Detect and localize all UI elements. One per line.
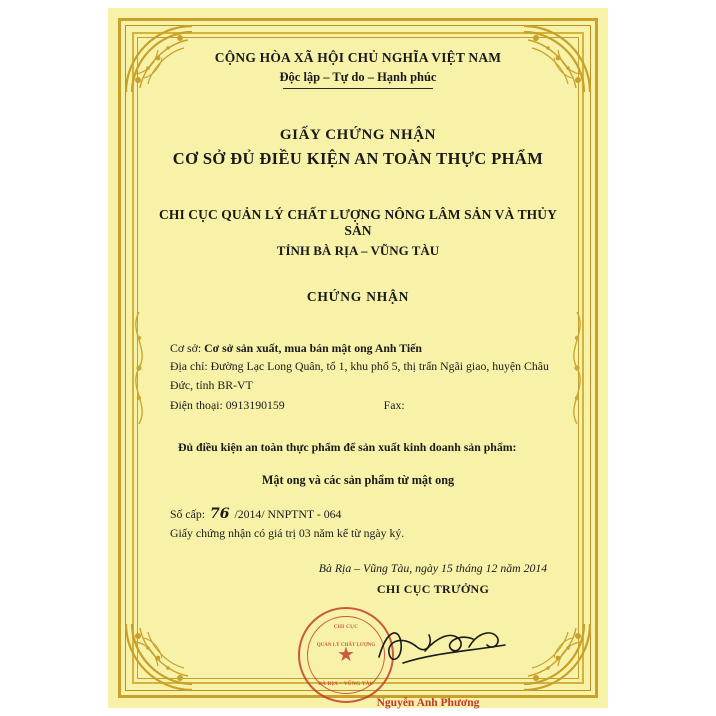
certificate-content: [148, 46, 568, 710]
certificate-title-line-2: CƠ SỞ ĐỦ ĐIỀU KIỆN AN TOÀN THỰC PHẨM: [172, 149, 544, 168]
certificate-number-label: Số cấp:: [170, 507, 206, 522]
issuing-authority-line-2: TỈNH BÀ RỊA – VŨNG TÀU: [276, 243, 440, 258]
place-and-date: Bà Rịa – Vũng Tàu, ngày 15 tháng 12 năm 2014: [318, 561, 548, 576]
seal-star-icon: ★: [337, 644, 355, 667]
facility-value: Cơ sở sản xuất, mua bán mật ong Anh Tiến: [204, 341, 422, 355]
address-label: Địa chỉ:: [170, 359, 208, 374]
facility-label: Cơ sở:: [170, 341, 202, 355]
certificate-sheet: [108, 8, 608, 708]
eligibility-statement: Đủ điều kiện an toàn thực phẩm để sản xuất kinh doanh sản phẩm:: [178, 440, 517, 455]
certificate-title-line-1: GIẤY CHỨNG NHẬN: [279, 127, 437, 143]
validity-statement: Giấy chứng nhận có giá trị 03 năm kể từ ngày ký.: [170, 526, 405, 541]
certificate-number-handwritten: 76: [210, 506, 230, 523]
certificate-number-rest: /2014/ NNPTNT - 064: [234, 507, 342, 522]
fax-label: Fax:: [383, 397, 405, 412]
national-motto: Độc lập – Tự do – Hạnh phúc: [279, 70, 437, 84]
seal-text-top: CHI CỤC: [333, 624, 359, 631]
national-title: CỘNG HÒA XÃ HỘI CHỦ NGHĨA VIỆT NAM: [214, 50, 502, 65]
phone-label: Điện thoại:: [170, 397, 223, 412]
signer-role: CHI CỤC TRƯỞNG: [376, 582, 490, 597]
address-value: Đường Lạc Long Quân, tổ 1, khu phố 5, thị trấn Ngãi giao, huyện Châu Đức, tỉnh BR-VT: [170, 359, 549, 392]
issuing-authority-line-1: CHI CỤC QUẢN LÝ CHẤT LƯỢNG NÔNG LÂM SẢN VÀ THỦY SẢN: [159, 207, 557, 238]
seal-text-mid: QUẢN LÝ CHẤT LƯỢNG: [316, 643, 376, 649]
signature-area: [148, 599, 568, 709]
motto-underline: [283, 88, 433, 89]
signer-name: Nguyễn Anh Phương: [376, 697, 480, 710]
product-scope: Mật ong và các sản phẩm từ mật ong: [261, 473, 455, 488]
certificate-number-row: [148, 506, 568, 522]
facility-details-block: [148, 339, 568, 414]
address-row: [170, 357, 560, 394]
certify-word: CHỨNG NHẬN: [306, 289, 410, 304]
facility-row: [170, 339, 560, 357]
seal-text-bottom: BÀ RỊA – VŨNG TÀU: [318, 681, 374, 688]
handwritten-signature-icon: [373, 617, 523, 677]
phone-row: [170, 396, 560, 414]
phone-value: 0913190159: [225, 397, 285, 412]
